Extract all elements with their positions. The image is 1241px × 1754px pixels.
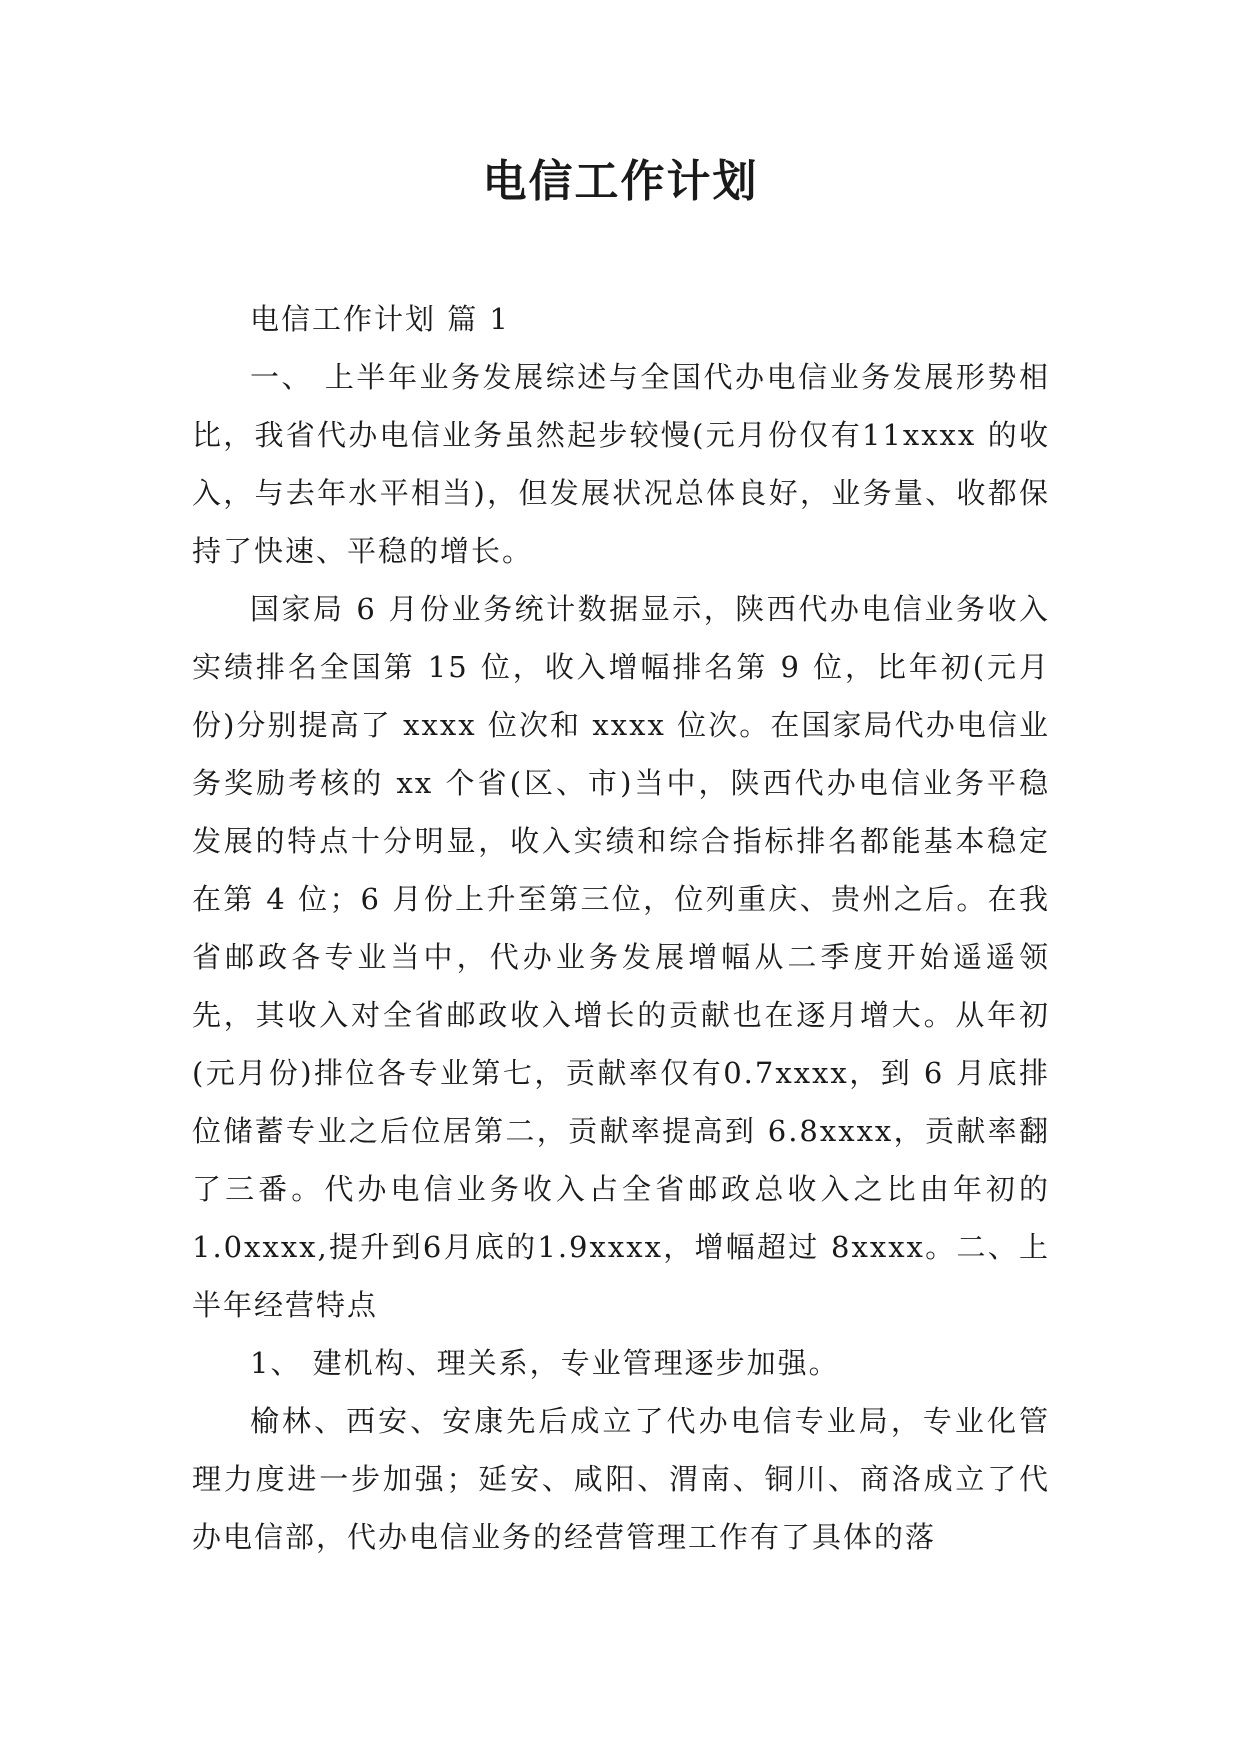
document-body <box>192 290 1050 1566</box>
section-heading: 电信工作计划 篇 1 <box>250 302 510 336</box>
paragraph-subheading: 1、 建机构、理关系，专业管理逐步加强。 <box>250 1346 840 1380</box>
paragraph-statistics: 国家局 6 月份业务统计数据显示，陕西代办电信业务收入实绩排名全国第 15 位，收入增幅排名第 9 位，比年初(元月份)分别提高了 xxxx 位次和 xxxx 位次。在国家局代办电信业务奖励考核的 xx 个省(区、市)当中，陕西代办电信业务平稳发展的特点十分明显，收入实绩和综合指标排名都能基本稳定在第 4 位；6 月份上升至第三位，位列重庆、贵州之后。在我省邮政各专业当中，代办业务发展增幅从二季度开始遥遥领先，其收入对全省邮政收入增长的贡献也在逐月增大。从年初(元月份)排位各专业第七，贡献率仅有0.7xxxx，到 6 月底排位储蓄专业之后位居第二，贡献率提高到 6.8xxxx，贡献率翻了三番。代办电信业务收入占全省邮政总收入之比由年初的1.0xxxx,提升到6月底的1.9xxxx，增幅超过 8xxxx。二、上半年经营特点 <box>192 592 1050 1322</box>
paragraph-overview: 一、 上半年业务发展综述与全国代办电信业务发展形势相比，我省代办电信业务虽然起步较慢(元月份仅有11xxxx 的收入，与去年水平相当)，但发展状况总体良好，业务量、收都保持了快速、平稳的增长。 <box>192 360 1050 568</box>
document-title: 电信工作计划 <box>482 156 759 207</box>
paragraph-organization: 榆林、西安、安康先后成立了代办电信专业局，专业化管理力度进一步加强；延安、咸阳、渭南、铜川、商洛成立了代办电信部，代办电信业务的经营管理工作有了具体的落 <box>192 1404 1050 1554</box>
